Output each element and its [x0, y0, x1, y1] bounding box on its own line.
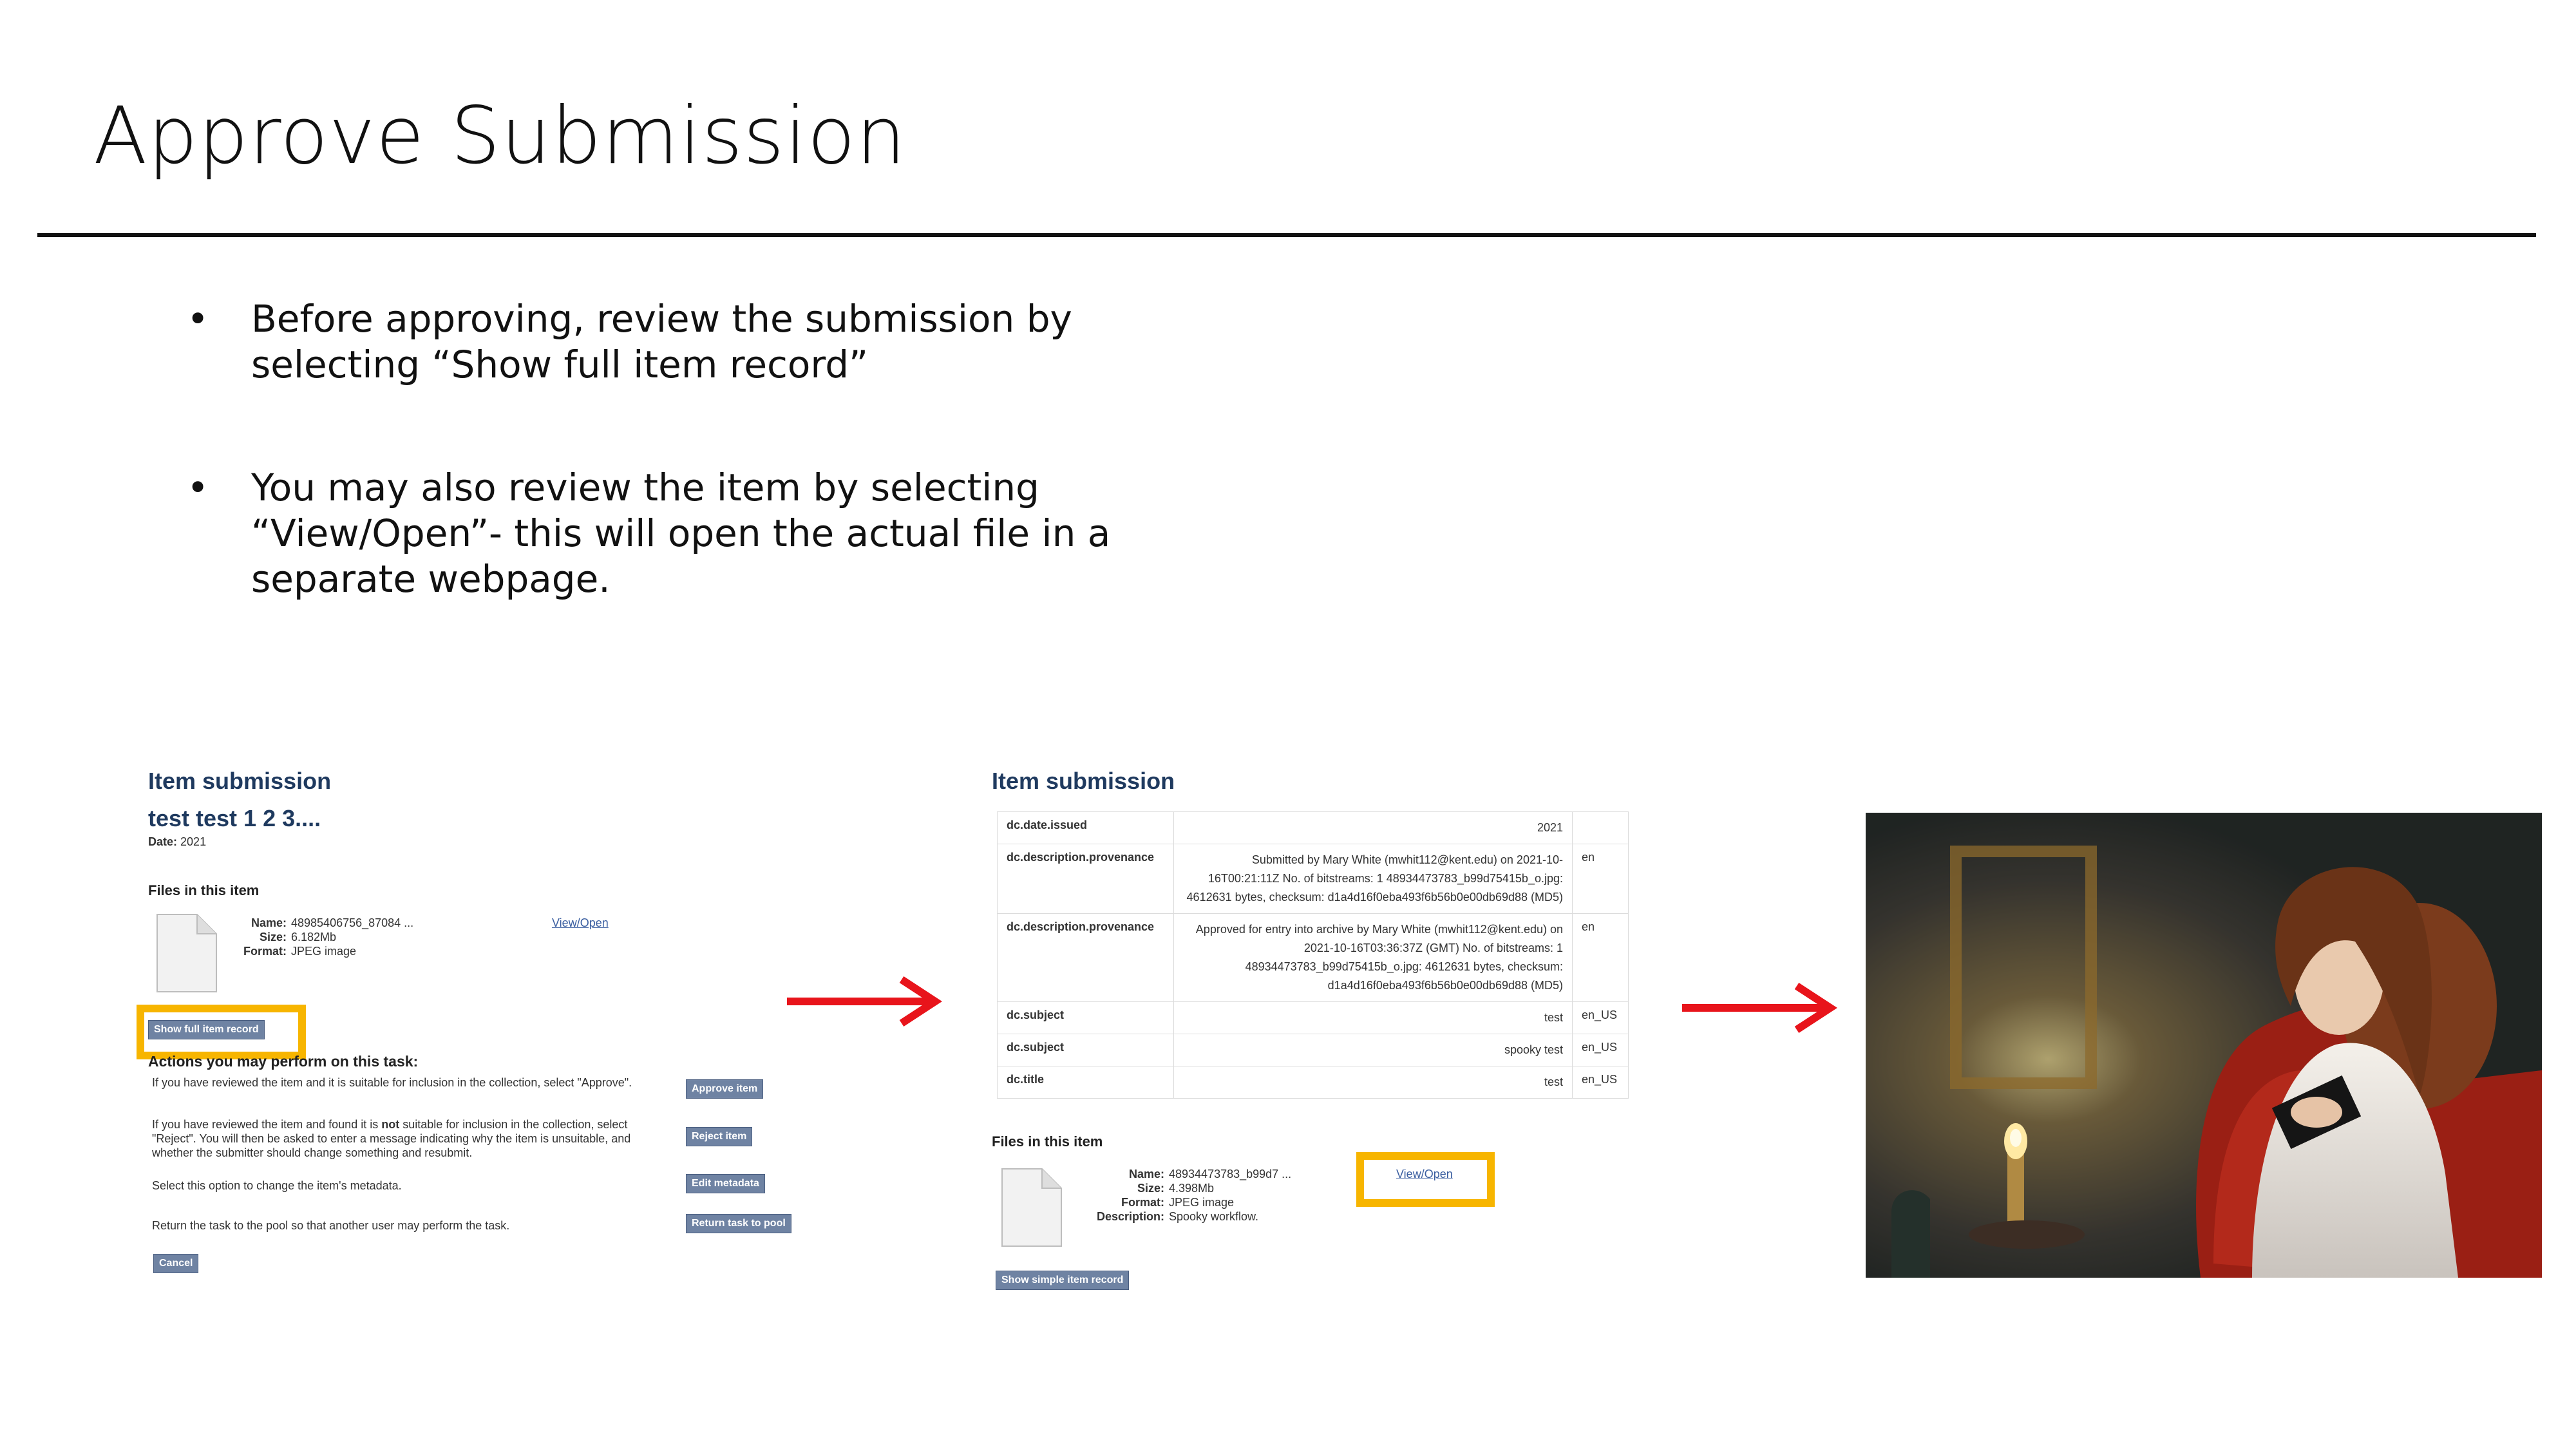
file-size-label: Size: — [259, 931, 287, 943]
file-description-label: Description: — [1096, 1210, 1164, 1223]
date-row: Date: 2021 — [148, 835, 207, 848]
file-format-label: Format: — [1121, 1196, 1164, 1209]
files-heading: Files in this item — [992, 1133, 1103, 1150]
reject-item-button[interactable]: Reject item — [686, 1127, 752, 1146]
file-size-label: Size: — [1137, 1182, 1164, 1195]
full-record-panel-screenshot — [992, 763, 1674, 1298]
bullet-item: • You may also review the item by selecting “View/Open”- this will open the actual file in a separate webpage. — [187, 466, 1111, 601]
view-open-link[interactable]: View/Open — [1396, 1168, 1453, 1180]
arrow-right-icon — [1681, 982, 1848, 1034]
file-name-label: Name: — [1128, 1168, 1164, 1180]
file-description: Spooky workflow. — [1169, 1210, 1259, 1223]
table-row: dc.date.issued 2021 — [998, 812, 1629, 844]
panel-heading: Item submission — [992, 768, 1175, 794]
file-name: 48985406756_87084 ... — [291, 916, 414, 929]
file-icon — [999, 1168, 1064, 1248]
item-title: test test 1 2 3.... — [148, 805, 321, 831]
cancel-button[interactable]: Cancel — [153, 1254, 198, 1273]
file-name-label: Name: — [251, 916, 287, 929]
table-row: dc.subject test en_US — [998, 1002, 1629, 1034]
bullet-list — [187, 296, 1121, 602]
file-format: JPEG image — [291, 945, 357, 958]
title-divider — [37, 233, 2536, 237]
return-task-button[interactable]: Return task to pool — [686, 1214, 791, 1233]
file-size: 6.182Mb — [291, 931, 337, 943]
arrow-right-icon — [786, 976, 953, 1027]
reject-description: If you have reviewed the item and found it is not suitable for inclusion in the collection, select "Reject". You will then be asked to enter a message indicating why the item is unsuitable, and whether the submitter should change something and resubmit. — [152, 1118, 631, 1159]
file-format-label: Format: — [243, 945, 287, 958]
show-simple-record-button[interactable]: Show simple item record — [996, 1271, 1129, 1290]
table-row: dc.description.provenance Submitted by Mary White (mwhit112@kent.edu) on 2021-10-16T00:21:11Z No. of bitstreams: 1 48934473783_b99d75415b_o.jpg: 4612631 bytes, checksum: d1a4d16f0eba493f6b56b0e00db69d88 (MD5) en — [998, 844, 1629, 914]
task-panel-screenshot — [142, 760, 850, 1288]
return-task-description: Return the task to the pool so that another user may perform the task. — [152, 1219, 510, 1232]
edit-metadata-description: Select this option to change the item's metadata. — [152, 1179, 402, 1192]
slide-title: Approve Submission — [93, 90, 907, 182]
view-open-link[interactable]: View/Open — [552, 916, 609, 929]
bullet-dot: • — [187, 297, 209, 341]
panel-heading: Item submission — [148, 768, 332, 794]
approve-description: If you have reviewed the item and it is suitable for inclusion in the collection, select "Approve". — [152, 1076, 632, 1089]
bullet-item: • Before approving, review the submission by selecting “Show full item record” — [187, 297, 1072, 386]
metadata-table — [997, 811, 1629, 1099]
table-row: dc.description.provenance Approved for entry into archive by Mary White (mwhit112@kent.edu) on 2021-10-16T03:36:37Z (GMT) No. of bitstreams: 1 48934473783_b99d75415b_o.jpg: 4612631 bytes, checksum: d1a4d16f0eba493f6b56b0e00db69d88 (MD5) en — [998, 914, 1629, 1002]
files-heading: Files in this item — [148, 882, 260, 898]
show-full-record-button[interactable]: Show full item record — [148, 1020, 265, 1039]
table-row: dc.subject spooky test en_US — [998, 1034, 1629, 1066]
file-icon — [155, 913, 219, 994]
table-row: dc.title test en_US — [998, 1066, 1629, 1099]
edit-metadata-button[interactable]: Edit metadata — [686, 1174, 765, 1193]
file-name: 48934473783_b99d7 ... — [1169, 1168, 1292, 1180]
opened-image-preview — [1866, 813, 2542, 1278]
approve-item-button[interactable]: Approve item — [686, 1079, 763, 1099]
file-size: 4.398Mb — [1169, 1182, 1215, 1195]
bullet-dot: • — [187, 466, 209, 509]
file-format: JPEG image — [1169, 1196, 1235, 1209]
actions-heading: Actions you may perform on this task: — [148, 1053, 419, 1070]
